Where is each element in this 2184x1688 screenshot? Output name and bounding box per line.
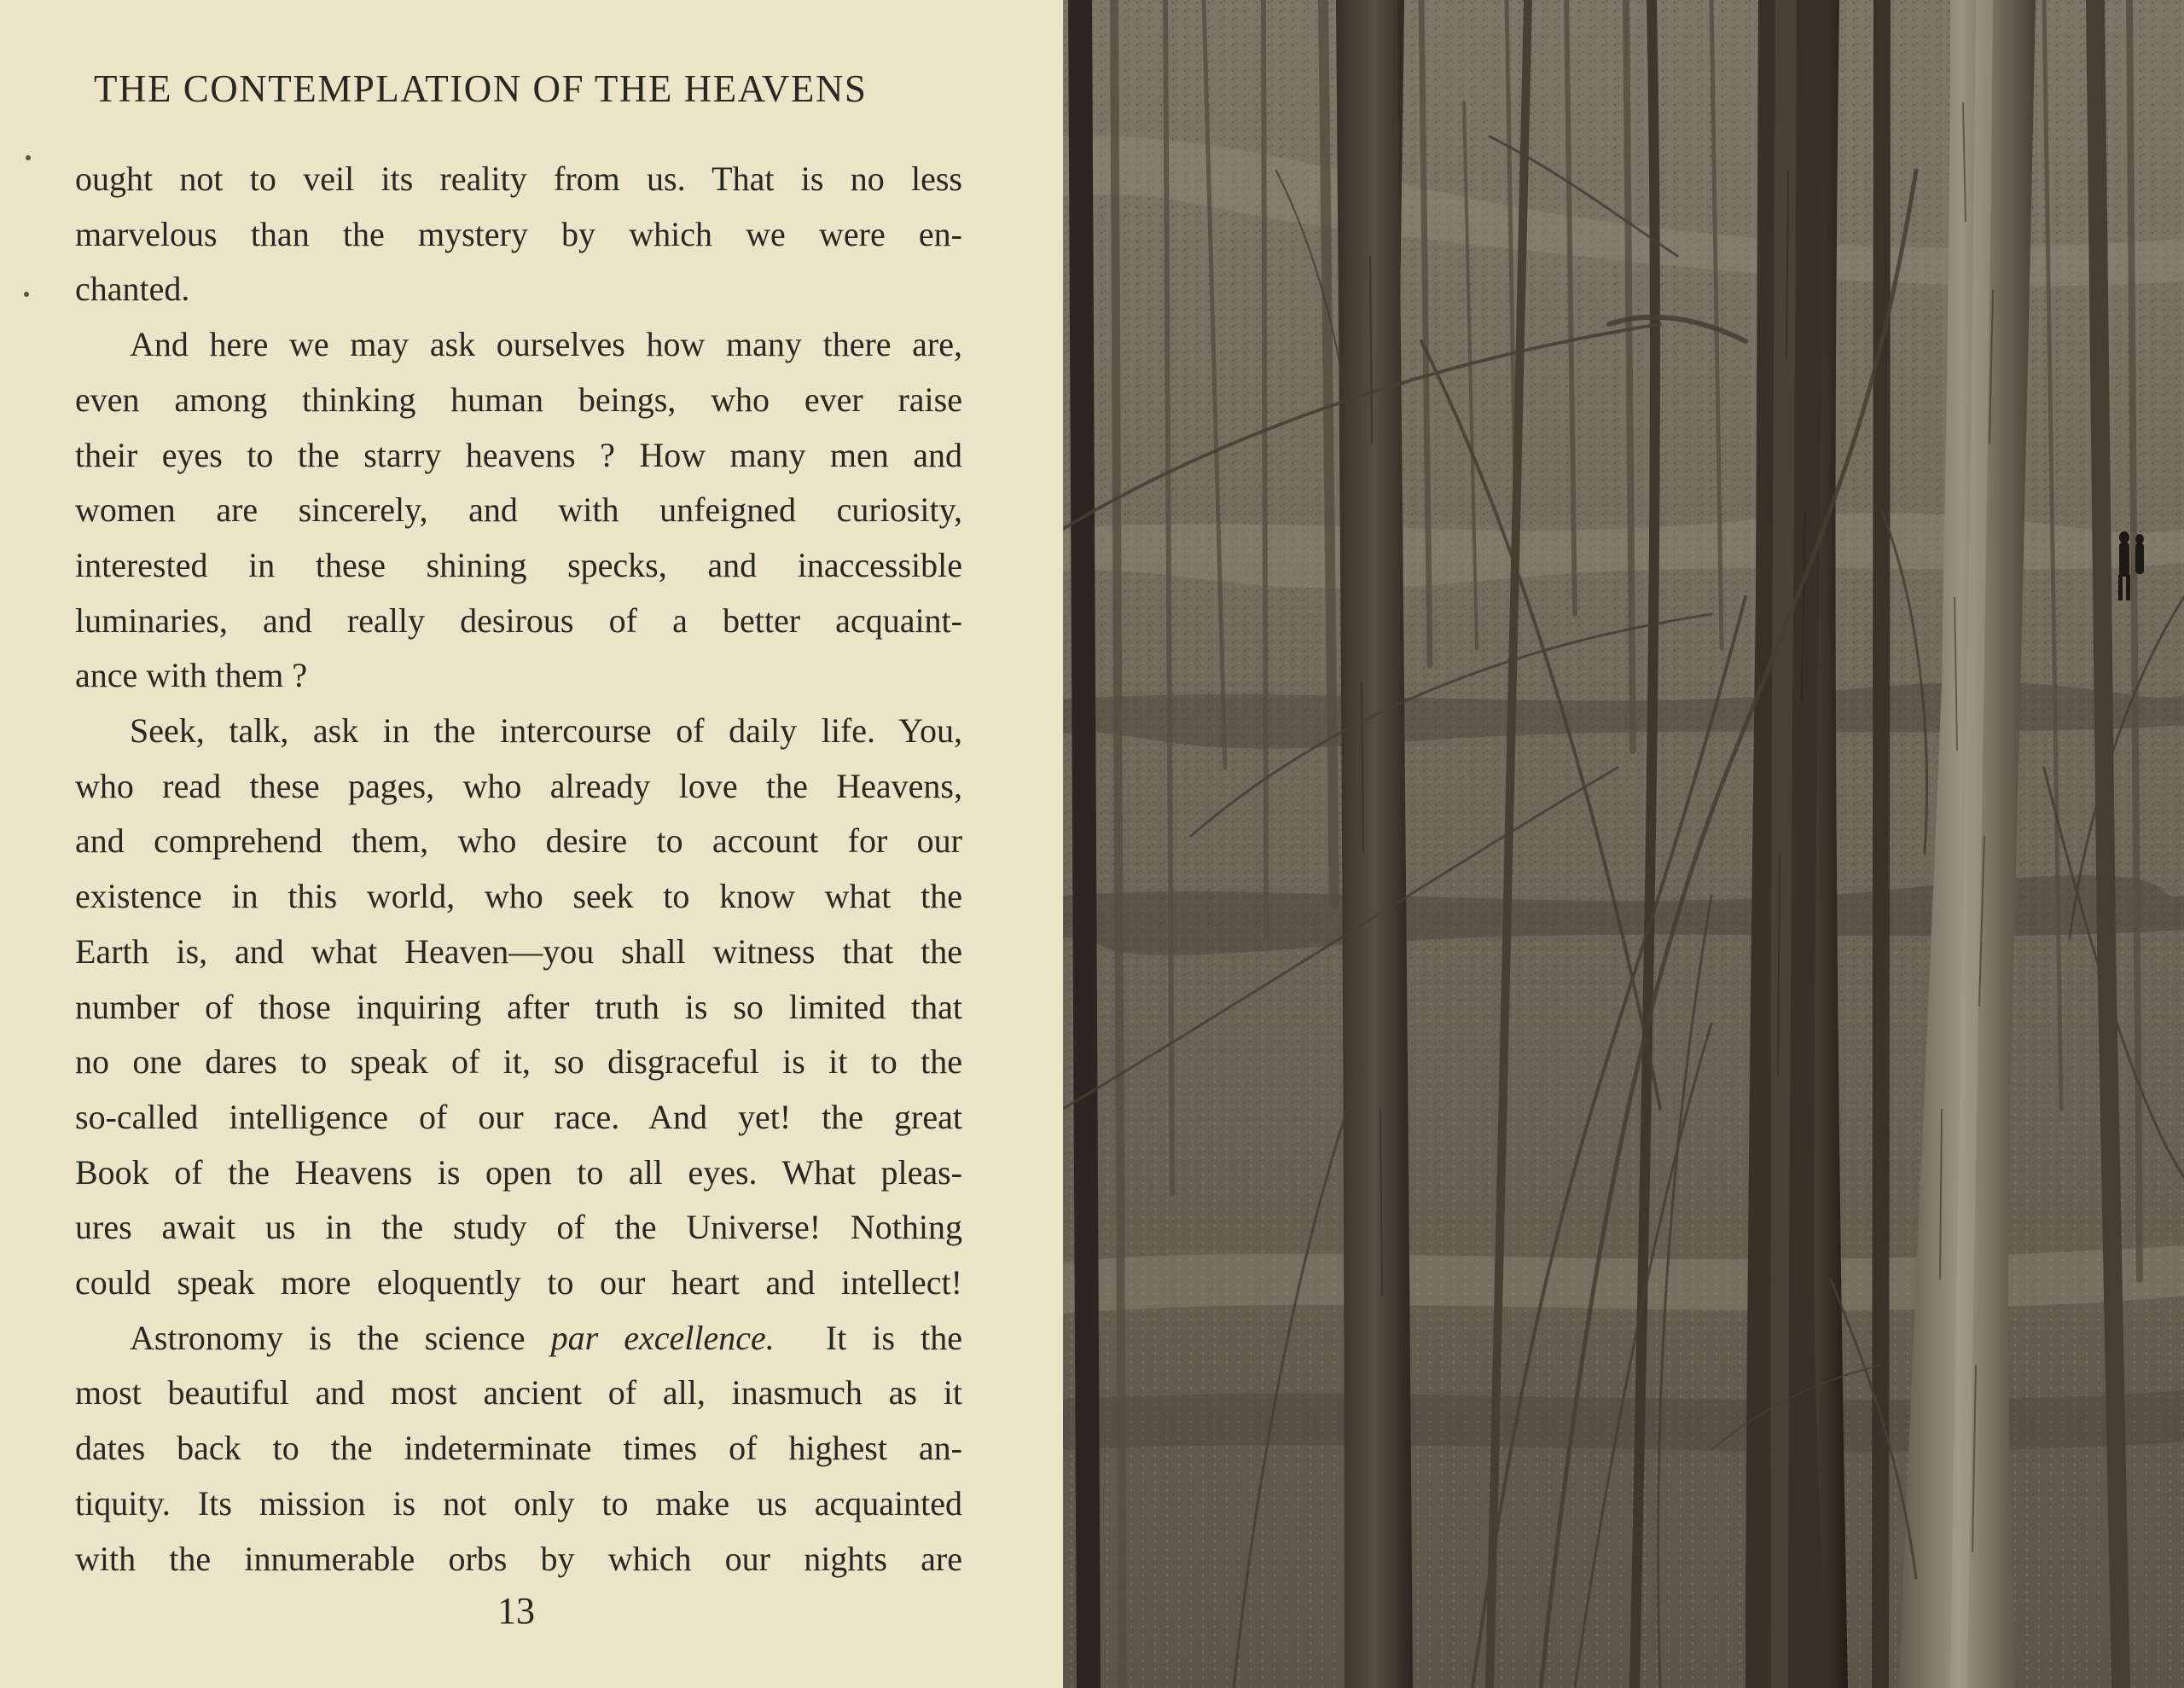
text-line: Earth is, and what Heaven—you shall witness that the — [75, 931, 962, 971]
text-line: And here we may ask ourselves how many there are, — [130, 325, 962, 364]
print-speck — [24, 292, 29, 297]
text-line: ance with them ? — [75, 656, 308, 695]
text-line: no one dares to speak of it, so disgraceful is it to the — [75, 1042, 962, 1082]
text-line: ures await us in the study of the Universe! Nothing — [75, 1208, 962, 1247]
text-line: luminaries, and really desirous of a better acquaint- — [75, 600, 962, 640]
text-run: It is the — [774, 1318, 963, 1357]
text-line: dates back to the indeterminate times of highest an- — [75, 1429, 962, 1468]
page-number: 13 — [497, 1590, 535, 1632]
paragraph — [75, 704, 962, 1311]
text-line: even among thinking human beings, who ever raise — [75, 380, 962, 419]
paragraph — [75, 1311, 962, 1587]
text-line: Book of the Heavens is open to all eyes. What pleas- — [75, 1152, 962, 1192]
paragraph — [75, 317, 962, 704]
text-line: ought not to veil its reality from us. That is no less — [75, 160, 962, 198]
text-line: their eyes to the starry heavens ? How many men and — [75, 435, 962, 474]
forest-photo — [1063, 0, 2184, 1688]
text-run: Astronomy is the science — [130, 1318, 551, 1357]
text-line: women are sincerely, and with unfeigned curiosity, — [75, 490, 962, 530]
text-line: with the innumerable orbs by which our nights are — [75, 1539, 962, 1578]
text-line: tiquity. Its mission is not only to make us acquainted — [75, 1483, 962, 1523]
text-line: so-called intelligence of our race. And yet! the great — [75, 1097, 962, 1136]
text-line: chanted. — [75, 270, 190, 309]
text-line: could speak more eloquently to our heart and intellect! — [75, 1263, 962, 1302]
text-line — [75, 1311, 962, 1366]
running-head: THE CONTEMPLATION OF THE HEAVENS — [94, 67, 868, 110]
text-line: who read these pages, who already love the Heavens, — [75, 766, 962, 805]
italic-phrase: par excellence. — [550, 1318, 775, 1357]
text-line: existence in this world, who seek to know what the — [75, 877, 962, 916]
forest-photo-drawing — [1063, 0, 2184, 1688]
body-text — [75, 152, 962, 1586]
text-line: interested in these shining specks, and inaccessible — [75, 545, 962, 584]
text-line: marvelous than the mystery by which we were en- — [75, 214, 962, 253]
paragraph — [75, 152, 962, 317]
text-line: and comprehend them, who desire to account for our — [75, 821, 962, 861]
text-line: Seek, talk, ask in the intercourse of daily life. You, — [130, 711, 962, 751]
text-line: most beautiful and most ancient of all, inasmuch as it — [75, 1373, 962, 1412]
book-page — [0, 0, 1063, 1688]
print-speck — [26, 155, 31, 160]
text-line: number of those inquiring after truth is so limited that — [75, 987, 962, 1026]
